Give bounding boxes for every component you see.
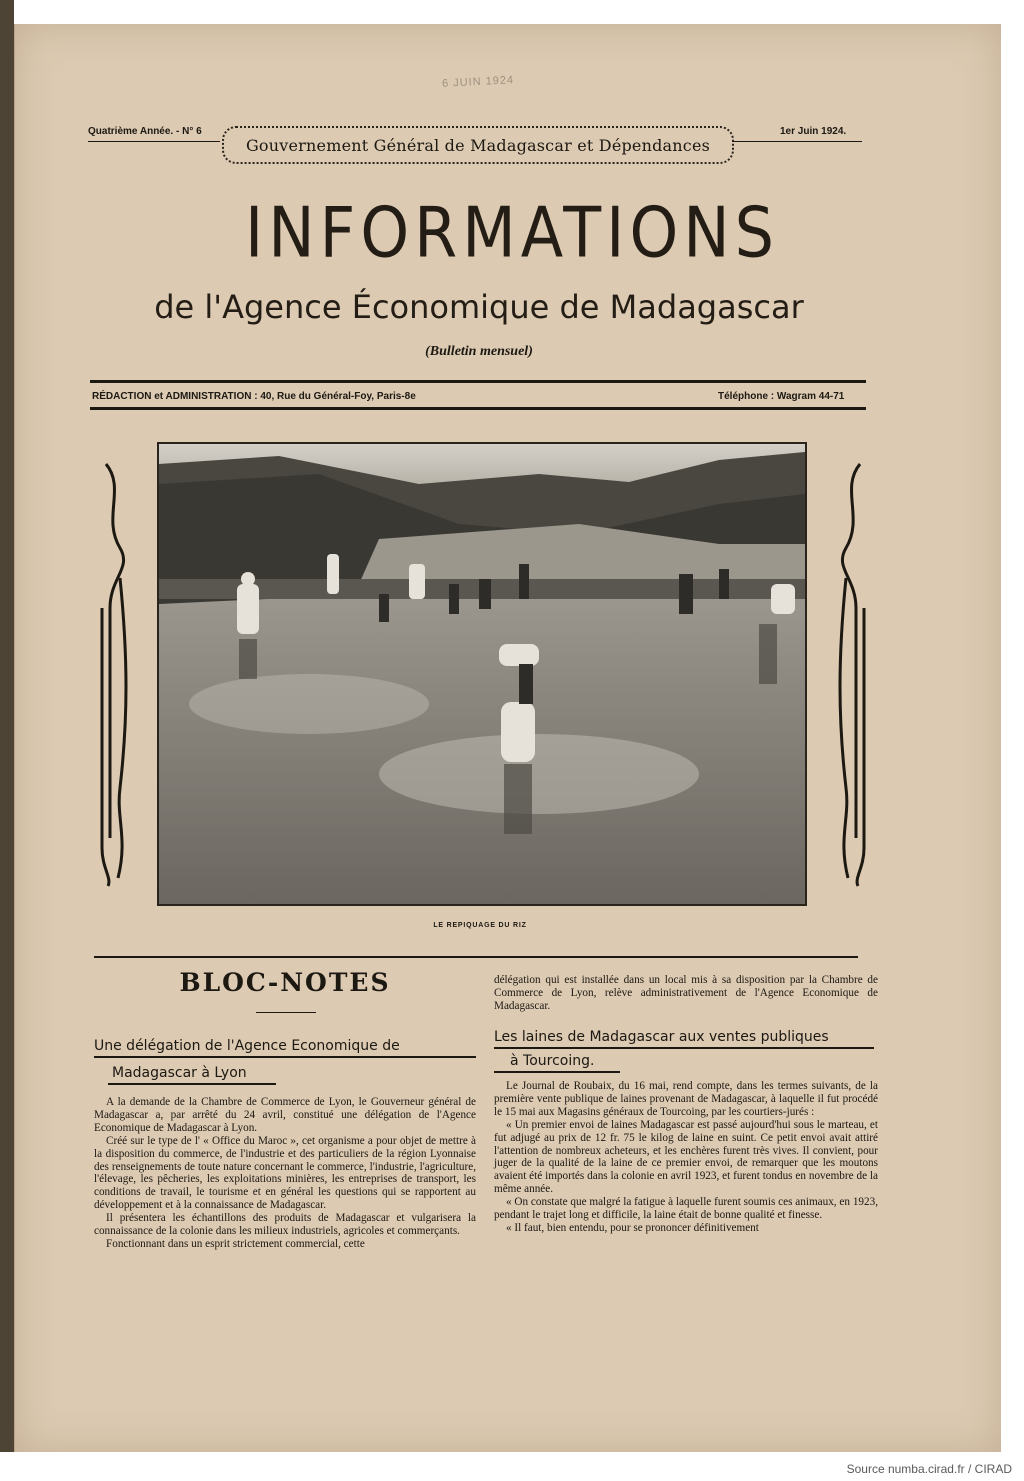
photo-caption: LE REPIQUAGE DU RIZ [433,922,527,929]
article2-paragraph: « Un premier envoi de laines Madagascar est passé aujourd'hui sous le marteau, et fut adjugé au prix de 12 fr. 75 le kilog de laine en suint. Ce petit envoi avait attiré l'attention de nombreux acheteurs, et les enchères furent très vives. Il convient, pour juger de la qualité de la laine de ce premier envoi, de remarquer que les moutons avaient été importés dans la colonie en avril 1923, et furent tondus en novembre de la même année. [494,1118,878,1196]
header-line-right [732,141,862,142]
page-title: INFORMATIONS [245,191,779,274]
article1-paragraph: A la demande de la Chambre de Commerce de Lyon, le Gouverneur général de Madagascar a, par arrêté du 24 avril, constitué une délégation de l'Agence Economique de Madagascar à Lyon. [94,1096,476,1134]
article1-body [94,1096,476,1251]
article1-paragraph: Il présentera les échantillons des produits de Madagascar et vulgarisera la connaissance de la colonie dans les milieux industriels, agricoles et commerçants. [94,1212,476,1238]
masthead-rule-top [90,380,866,383]
article2-heading-line2: à Tourcoing. [510,1053,595,1069]
section-title-underline [256,1012,316,1013]
article1-paragraph: délégation qui est installée dans un local mis à sa disposition par la Chambre de Commerce de Lyon, relève administrativement de l'Agence Economique de Madagascar. [494,974,878,1012]
article2-heading-rule1 [494,1047,874,1049]
page-subtitle: de l'Agence Économique de Madagascar [154,288,804,326]
phone-line: Téléphone : Wagram 44-71 [718,391,845,402]
section-rule [94,956,858,958]
article1-paragraph: Fonctionnant dans un esprit strictement commercial, cette [106,1237,365,1250]
article1-heading-rule2 [108,1083,276,1085]
address-line: RÉDACTION et ADMINISTRATION : 40, Rue du Général-Foy, Paris-8e [92,391,416,402]
rice-planting-photo [157,442,807,906]
left-ornament [98,458,134,890]
article1-heading-line2: Madagascar à Lyon [112,1065,247,1081]
reception-stamp: 6 JUIN 1924 [441,74,515,90]
article1-heading-rule1 [94,1056,476,1058]
masthead-rule-bottom [90,407,866,410]
article2-body [494,1080,878,1235]
article2-paragraph: « Il faut, bien entendu, pour se prononcer définitivement [506,1221,759,1234]
right-ornament [832,458,868,890]
article2-paragraph: Le Journal de Roubaix, du 16 mai, rend compte, dans les termes suivants, de la première vente publique de laines provenant de Madagascar, à laquelle il fut procédé le 15 mai aux Magasins généraux de Tourcoing, par les courtiers-jurés : [494,1080,878,1118]
section-title: BLOC-NOTES [179,968,391,997]
article1-heading-line1: Une délégation de l'Agence Economique de [94,1038,400,1054]
article2-paragraph: « On constate que malgré la fatigue à laquelle furent soumis ces animaux, en 1923, pendant le trajet long et difficile, la laine était de bonne qualité et finesse. [494,1196,878,1222]
article2-heading-rule2 [494,1071,620,1073]
article1-continuation [494,974,878,1013]
article2-heading-line1: Les laines de Madagascar aux ventes publiques [494,1029,829,1045]
source-credit: Source numba.cirad.fr / CIRAD [846,1462,1012,1476]
bulletin-note: (Bulletin mensuel) [425,344,533,359]
government-banner: Gouvernement Général de Madagascar et Dépendances [222,126,734,164]
issue-date: 1er Juin 1924. [780,126,847,137]
year-issue: Quatrième Année. - N° 6 [88,126,202,137]
article1-paragraph: Créé sur le type de l' « Office du Maroc », cet organisme a pour objet de mettre à la disposition du commerce, de l'industrie et des particuliers de la région Lyonnaise des renseignements de toute nature concernant le commerce, l'industrie, l'agriculture, l'élevage, les pêcheries, les exploitations minières, les entreprises de transport, les conditions de travail, le tourisme et en général les questions qui se rapportent au développement et à la connaissance de Madagascar. [94,1134,476,1212]
header-line-left [88,141,220,142]
